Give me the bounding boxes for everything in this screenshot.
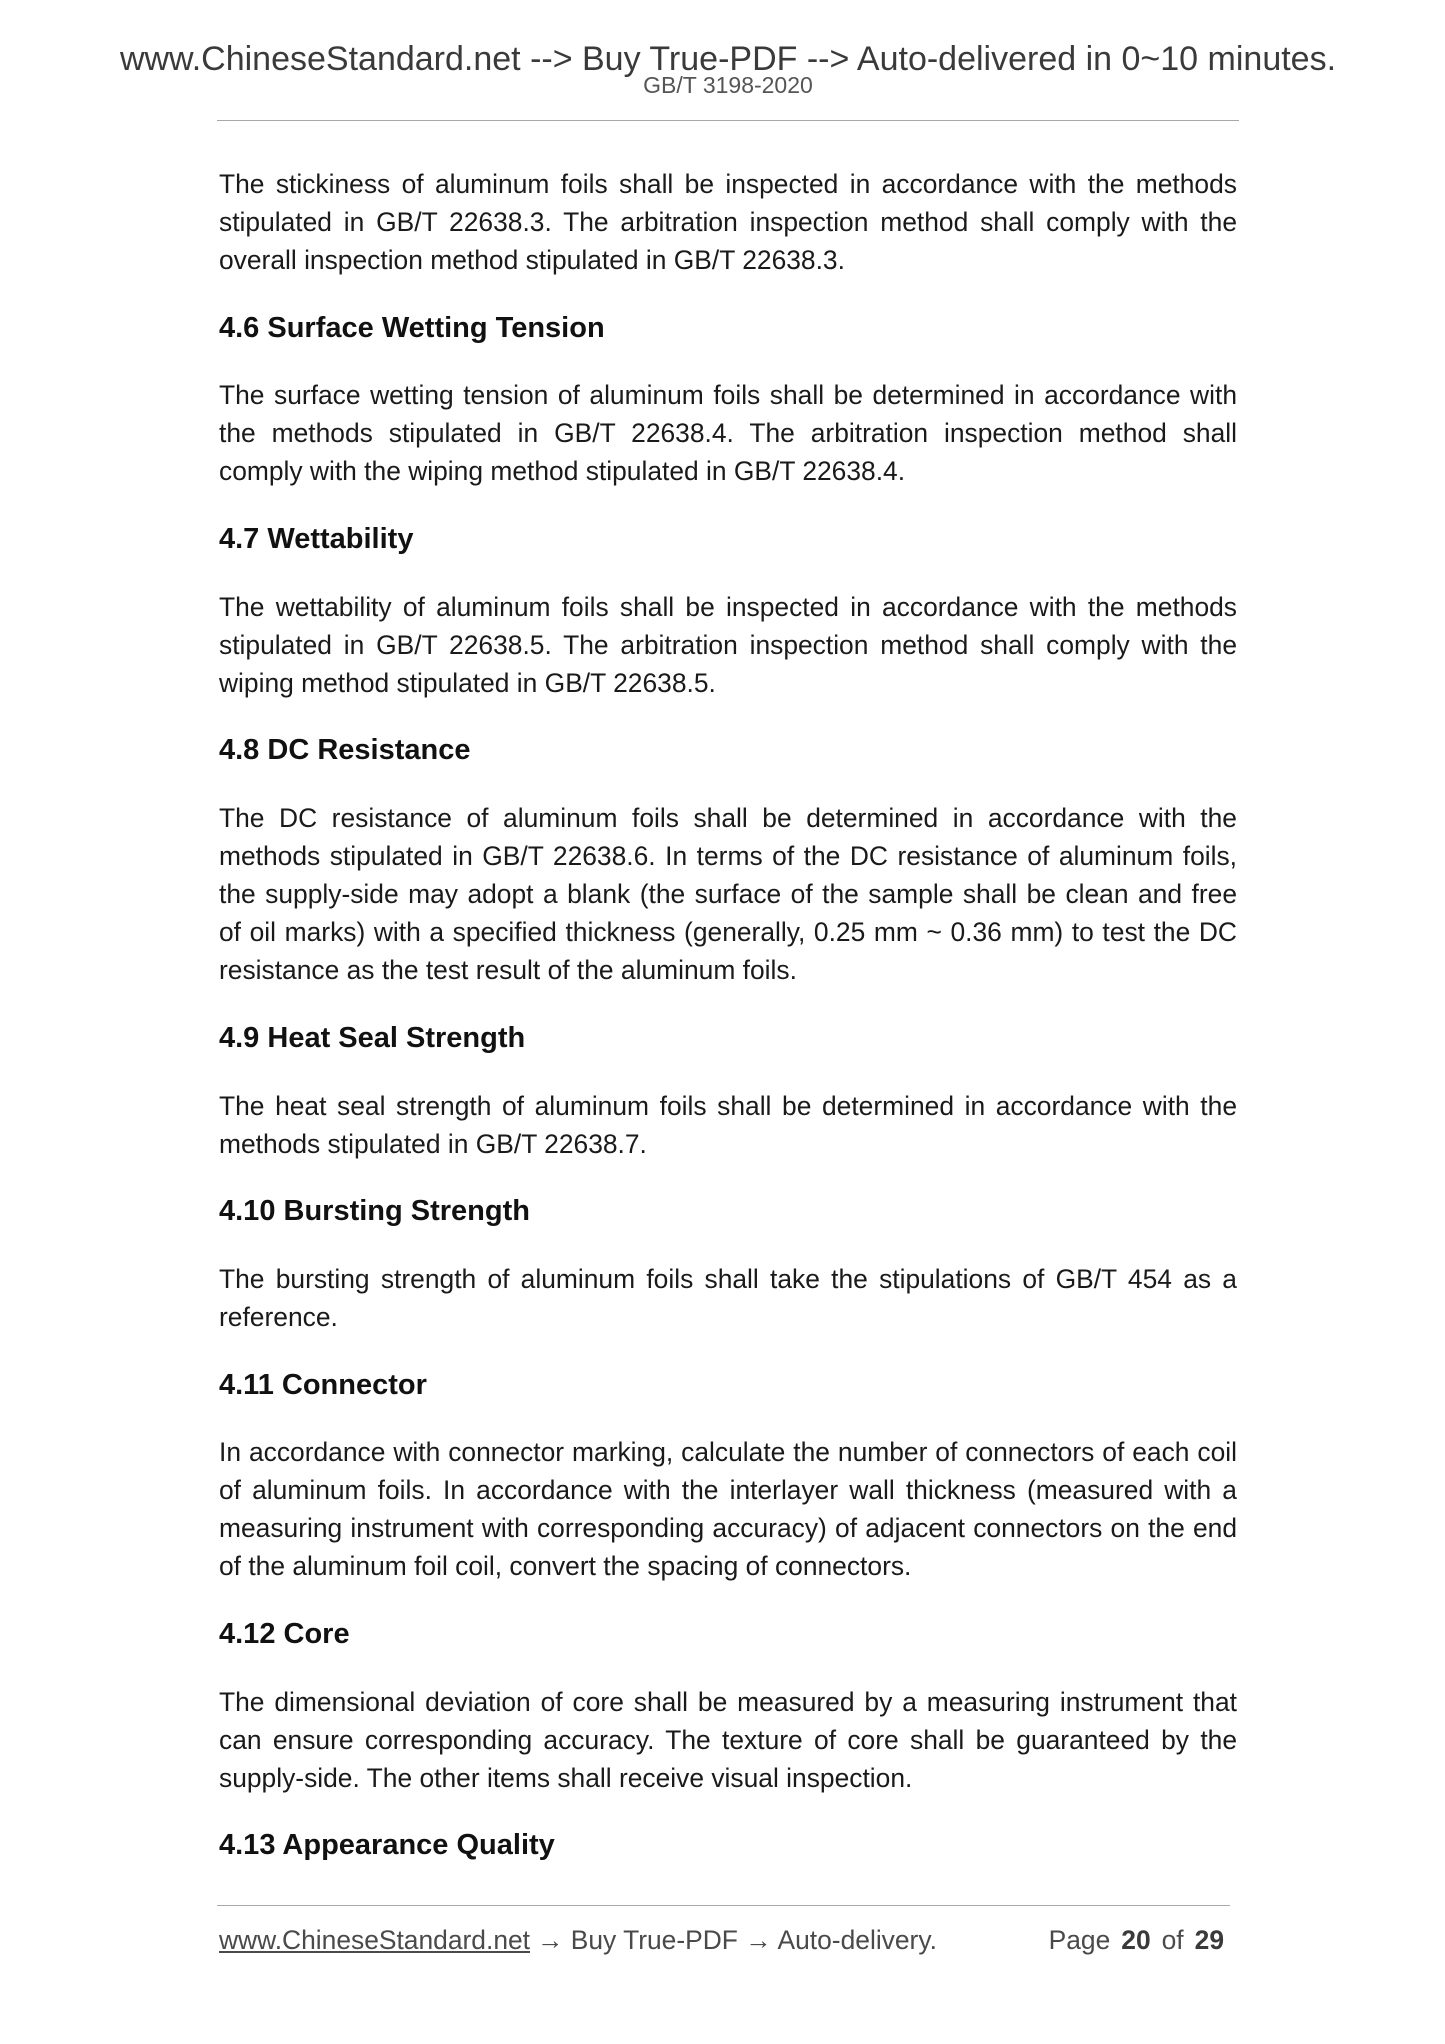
page-of-label: of [1161,1925,1184,1955]
text-line: The heat seal strength of aluminum foils shall be determined in accordance with the [219,1090,1237,1121]
text-line: the supply-side may adopt a blank (the surface of the sample shall be clean and free [219,879,1237,910]
paragraph-4-12 [219,1683,1237,1797]
text-line: of oil marks) with a specified thickness (generally, 0.25 mm ~ 0.36 mm) to test the DC [219,917,1237,948]
page-number [1049,1921,1224,1959]
text-line: methods stipulated in GB/T 22638.7. [219,1128,647,1159]
text-line: methods stipulated in GB/T 22638.6. In terms of the DC resistance of aluminum foils, [219,841,1237,872]
header-banner: www.ChineseStandard.net --> Buy True-PDF --> Auto-delivered in 0~10 minutes. [119,40,1337,78]
paragraph-4-11 [219,1433,1237,1585]
text-line: stipulated in GB/T 22638.3. The arbitration inspection method shall comply with the [219,207,1237,237]
page-total: 29 [1194,1925,1224,1955]
text-line: The surface wetting tension of aluminum foils shall be determined in accordance with [219,380,1237,411]
text-line: overall inspection method stipulated in GB/T 22638.3. [219,245,845,275]
paragraph-4-6 [219,376,1237,490]
paragraph-stickiness [219,165,1237,279]
footer-site-link[interactable]: www.ChineseStandard.net [219,1925,531,1955]
paragraph-4-10 [219,1260,1237,1336]
section-heading-4-8: 4.8 DC Resistance [219,734,471,767]
text-line: resistance as the test result of the aluminum foils. [219,955,797,986]
text-line: comply with the wiping method stipulated in GB/T 22638.4. [219,456,906,487]
text-line: of aluminum foils. In accordance with the interlayer wall thickness (measured with a [219,1475,1237,1506]
text-line: The bursting strength of aluminum foils shall take the stipulations of GB/T 454 as a [219,1263,1237,1294]
section-heading-4-6: 4.6 Surface Wetting Tension [219,311,605,344]
header-divider [217,120,1239,121]
text-line: the methods stipulated in GB/T 22638.4. The arbitration inspection method shall [219,418,1237,449]
page-label: Page [1048,1925,1111,1955]
page-body [219,165,1237,1894]
text-line: The wettability of aluminum foils shall be inspected in accordance with the methods [219,591,1237,622]
paragraph-4-8 [219,799,1237,989]
page-current: 20 [1121,1925,1151,1955]
text-line: supply-side. The other items shall receive visual inspection. [219,1762,913,1793]
text-line: The dimensional deviation of core shall be measured by a measuring instrument that [219,1686,1237,1717]
text-line: The stickiness of aluminum foils shall be inspected in accordance with the methods [219,169,1237,199]
text-line: of the aluminum foil coil, convert the spacing of connectors. [219,1551,912,1582]
paragraph-4-7 [219,588,1237,702]
footer-divider [217,1905,1230,1906]
standard-code: GB/T 3198-2020 [643,72,813,98]
section-heading-4-13: 4.13 Appearance Quality [219,1829,555,1862]
paragraph-4-9 [219,1087,1237,1163]
section-heading-4-11: 4.11 Connector [219,1368,427,1401]
text-line: reference. [219,1301,338,1332]
footer-tagline: → Buy True-PDF → Auto-delivery. [537,1925,937,1955]
text-line: measuring instrument with corresponding accuracy) of adjacent connectors on the end [219,1513,1237,1544]
section-heading-4-9: 4.9 Heat Seal Strength [219,1021,526,1054]
text-line: In accordance with connector marking, calculate the number of connectors of each coil [219,1437,1237,1468]
section-heading-4-12: 4.12 Core [219,1617,350,1650]
text-line: can ensure corresponding accuracy. The texture of core shall be guaranteed by the [219,1724,1237,1755]
footer-promo [219,1921,937,1959]
text-line: wiping method stipulated in GB/T 22638.5. [219,667,716,698]
section-heading-4-7: 4.7 Wettability [219,523,414,556]
section-heading-4-10: 4.10 Bursting Strength [219,1195,530,1228]
text-line: stipulated in GB/T 22638.5. The arbitration inspection method shall comply with the [219,629,1237,660]
text-line: The DC resistance of aluminum foils shall be determined in accordance with the [219,803,1237,834]
